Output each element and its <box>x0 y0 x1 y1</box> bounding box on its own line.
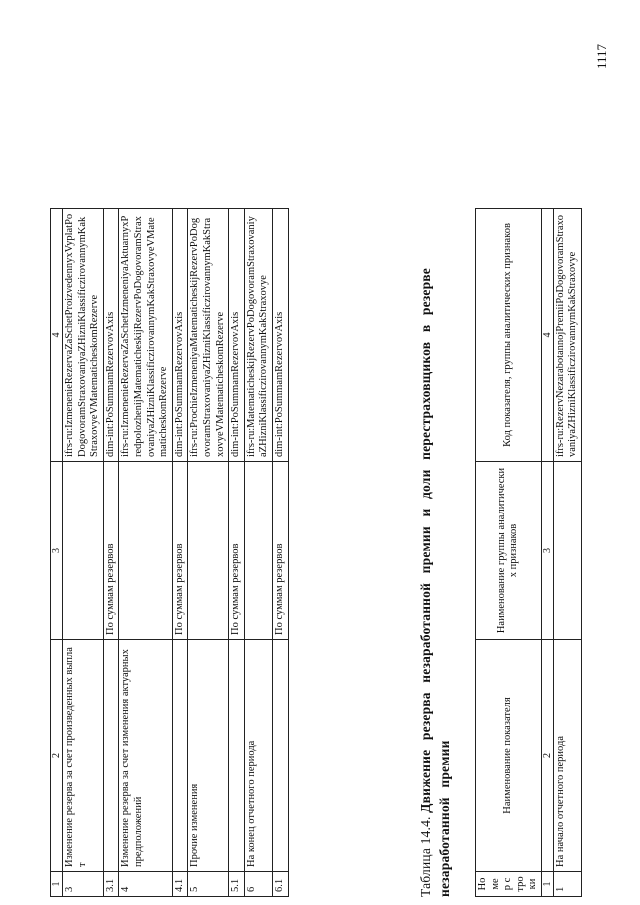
indicator-name <box>229 640 245 872</box>
column-number: 1 <box>541 872 553 897</box>
table-body <box>51 209 289 897</box>
table-row <box>172 209 188 897</box>
header-cell: Наименование показателя <box>476 640 542 872</box>
group-name: По суммам резервов <box>103 462 119 640</box>
indicator-name <box>103 640 119 872</box>
indicator-code: dim-int:PoSummamRezervovAxis <box>229 209 245 462</box>
table-body <box>476 209 582 897</box>
data-table <box>475 208 582 897</box>
caption-title: Движение резерва незаработанной премии и доли перестраховщиков в резерве незаработанной премии <box>418 268 452 897</box>
indicator-name <box>272 640 288 872</box>
table-caption <box>416 177 454 897</box>
row-number: 1 <box>553 872 581 897</box>
indicator-code: dim-int:PoSummamRezervovAxis <box>172 209 188 462</box>
table-row <box>119 209 172 897</box>
table-row <box>553 209 581 897</box>
group-name <box>119 462 172 640</box>
caption-prefix: Таблица 14.4. <box>418 816 433 897</box>
indicator-name: Изменение резерва за счет произведенных выплат <box>63 640 104 872</box>
indicator-code: ifrs-ru:ProchieIzmeneniyaMatematicheskijRezervPoDogovoramStraxovaniyaZHizniKlassificzirovannymKakStraxovyeVMatematicheskomRezerve <box>188 209 229 462</box>
group-name <box>553 462 581 640</box>
header-row <box>476 209 542 897</box>
column-number: 3 <box>51 462 63 640</box>
table-row <box>229 209 245 897</box>
indicator-code: dim-int:PoSummamRezervovAxis <box>272 209 288 462</box>
indicator-name <box>172 640 188 872</box>
column-number: 4 <box>541 209 553 462</box>
indicator-name: Изменение резерва за счет изменения актуарных предположений <box>119 640 172 872</box>
column-number: 1 <box>51 872 63 897</box>
indicator-code: dim-int:PoSummamRezervovAxis <box>103 209 119 462</box>
header-cell: Код показателя, группы аналитических признаков <box>476 209 542 462</box>
row-number: 4.1 <box>172 872 188 897</box>
row-number: 6 <box>244 872 272 897</box>
column-number: 4 <box>51 209 63 462</box>
row-number: 6.1 <box>272 872 288 897</box>
header-cell: Наименование группы аналитических признаков <box>476 462 542 640</box>
indicator-code: ifrs-ru:IzmenenieRezervaZaSchetIzmeneniyaAktuarnyxPredpolozhenijMatematicheskijRezervPoDogovoramStraxovaniyaZHizniKlassificzirovannymKakStraxovyeVMatematicheskomRezerve <box>119 209 172 462</box>
indicator-name: На начало отчетного периода <box>553 640 581 872</box>
page-number: 1117 <box>594 43 609 69</box>
row-number: 5 <box>188 872 229 897</box>
data-table-continued <box>50 208 289 897</box>
column-number: 2 <box>51 640 63 872</box>
header-cell: Номер строки <box>476 872 542 897</box>
group-name: По суммам резервов <box>272 462 288 640</box>
table-row <box>188 209 229 897</box>
indicator-code: ifrs-ru:MatematicheskijRezervPoDogovoramStraxovaniyaZHizniKlassificzirovannymKakStraxovye <box>244 209 272 462</box>
group-name: По суммам резервов <box>229 462 245 640</box>
row-number: 3 <box>63 872 104 897</box>
column-number-row <box>51 209 63 897</box>
table-row <box>244 209 272 897</box>
table-row <box>103 209 119 897</box>
group-name <box>63 462 104 640</box>
row-number: 5.1 <box>229 872 245 897</box>
row-number: 3.1 <box>103 872 119 897</box>
column-number: 2 <box>541 640 553 872</box>
column-number-row <box>541 209 553 897</box>
row-number: 4 <box>119 872 172 897</box>
indicator-code: ifrs-ru:RezervNezarabotannojPremiiPoDogovoramStraxovaniyaZHizniKlassificzirovannymKakStraxovye <box>553 209 581 462</box>
indicator-code: ifrs-ru:IzmenenieRezervaZaSchetProizvedennyxVyplatPoDogovoramStraxovaniyaZHizniKlassificzirovannymKakStraxovyeVMatematicheskomRezerve <box>63 209 104 462</box>
table-row <box>272 209 288 897</box>
indicator-name: На конец отчетного периода <box>244 640 272 872</box>
table-row <box>63 209 104 897</box>
column-number: 3 <box>541 462 553 640</box>
group-name <box>244 462 272 640</box>
group-name <box>188 462 229 640</box>
group-name: По суммам резервов <box>172 462 188 640</box>
indicator-name: Прочие изменения <box>188 640 229 872</box>
